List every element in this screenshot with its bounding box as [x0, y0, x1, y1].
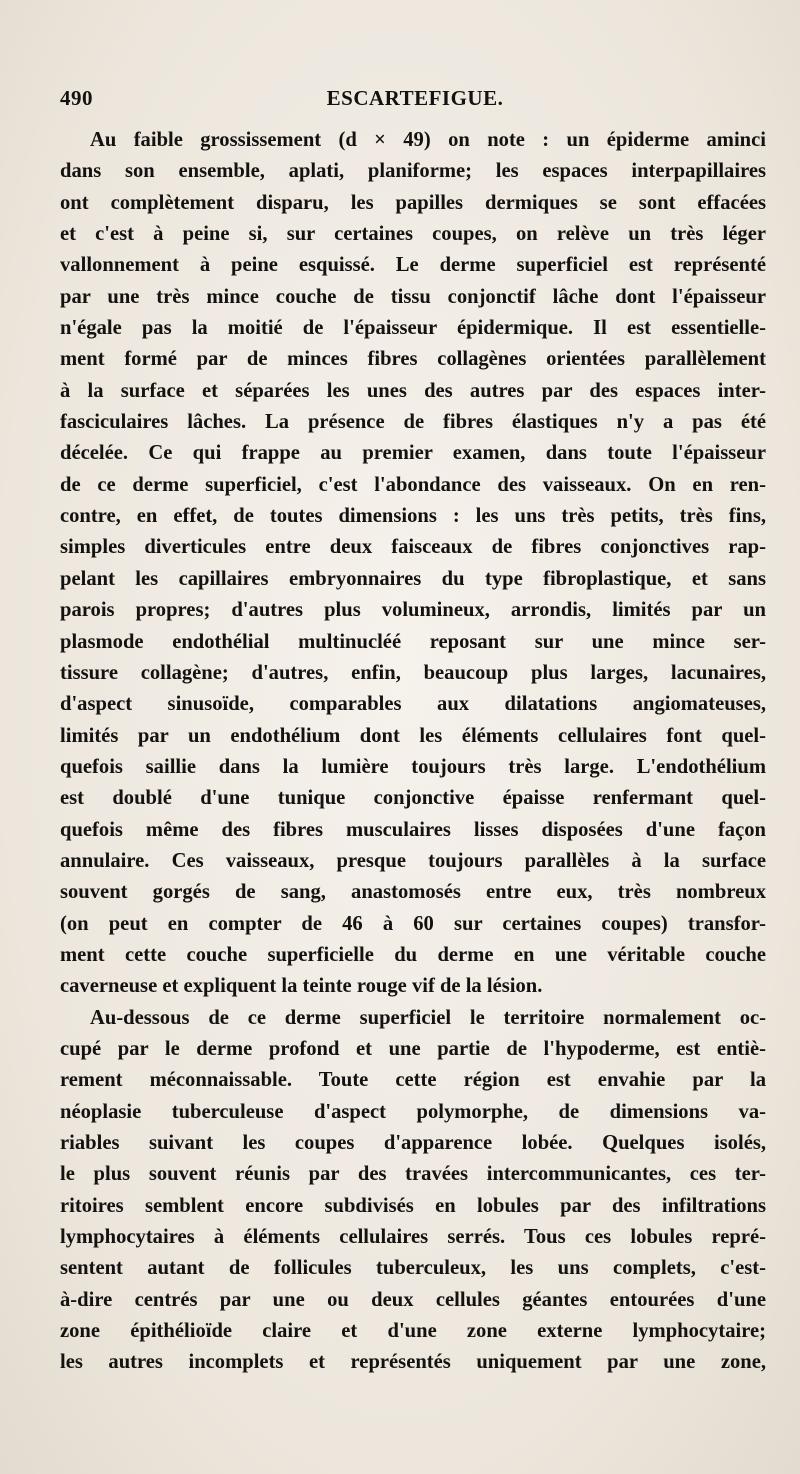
page-number: 490: [60, 86, 93, 110]
text-line: le plus souvent réunis par des travées intercommunicantes, ces ter-: [60, 1163, 766, 1186]
text-line: caverneuse et expliquent la teinte rouge vif de la lésion.: [60, 975, 543, 998]
text-line: à la surface et séparées les unes des autres par des espaces inter-: [60, 379, 766, 402]
text-line: sentent autant de follicules tuberculeux, les uns complets, c'est-: [60, 1257, 766, 1280]
text-line: n'égale pas la moitié de l'épaisseur épidermique. Il est essentielle-: [60, 317, 766, 340]
text-line: contre, en effet, de toutes dimensions : les uns très petits, très fins,: [60, 505, 766, 528]
text-line: Au faible grossissement (d × 49) on note : un épiderme aminci: [90, 129, 766, 151]
text-line: décelée. Ce qui frappe au premier examen, dans toute l'épaisseur: [60, 442, 766, 465]
text-line: fasciculaires lâches. La présence de fibres élastiques n'y a pas été: [60, 411, 766, 434]
text-line: zone épithélioïde claire et d'une zone externe lymphocytaire;: [60, 1320, 766, 1343]
text-line: ritoires semblent encore subdivisés en lobules par des infiltrations: [60, 1194, 766, 1217]
text-line: annulaire. Ces vaisseaux, presque toujours parallèles à la surface: [60, 849, 766, 872]
running-title: ESCARTEFIGUE.: [326, 86, 504, 110]
text-line: rement méconnaissable. Toute cette région est envahie par la: [60, 1069, 766, 1092]
text-line: limités par un endothélium dont les éléments cellulaires font quel-: [60, 724, 766, 747]
text-line: de ce derme superficiel, c'est l'abondance des vaisseaux. On en ren-: [60, 473, 766, 496]
text-line: dans son ensemble, aplati, planiforme; les espaces interpapillaires: [60, 160, 766, 183]
running-head: [60, 86, 766, 116]
text-line: ment cette couche superficielle du derme en une véritable couche: [60, 943, 766, 966]
text-line: quefois saillie dans la lumière toujours très large. L'endothélium: [60, 755, 766, 778]
text-line: par une très mince couche de tissu conjonctif lâche dont l'épaisseur: [60, 285, 766, 308]
text-line: pelant les capillaires embryonnaires du type fibroplastique, et sans: [60, 567, 766, 590]
text-line: (on peut en compter de 46 à 60 sur certaines coupes) transfor-: [60, 912, 766, 935]
text-line: plasmode endothélial multinucléé reposant sur une mince ser-: [60, 630, 766, 653]
text-line: ment formé par de minces fibres collagènes orientées parallèlement: [60, 348, 766, 371]
text-line: Au-dessous de ce derme superficiel le territoire normalement oc-: [90, 1006, 766, 1029]
text-line: lymphocytaires à éléments cellulaires serrés. Tous ces lobules repré-: [60, 1226, 766, 1249]
text-line: simples diverticules entre deux faisceaux de fibres conjonctives rap-: [60, 536, 766, 559]
text-line: les autres incomplets et représentés uniquement par une zone,: [60, 1351, 766, 1374]
text-line: et c'est à peine si, sur certaines coupes, on relève un très léger: [60, 223, 766, 246]
text-line: d'aspect sinusoïde, comparables aux dilatations angiomateuses,: [60, 693, 766, 716]
book-page: [60, 0, 766, 1474]
text-line: à-dire centrés par une ou deux cellules géantes entourées d'une: [60, 1288, 766, 1311]
text-line: néoplasie tuberculeuse d'aspect polymorphe, de dimensions va-: [60, 1100, 766, 1123]
text-line: quefois même des fibres musculaires lisses disposées d'une façon: [60, 818, 766, 841]
text-line: cupé par le derme profond et une partie de l'hypoderme, est entiè-: [60, 1037, 766, 1060]
text-line: parois propres; d'autres plus volumineux, arrondis, limités par un: [60, 599, 766, 622]
text-line: ont complètement disparu, les papilles dermiques se sont effacées: [60, 191, 766, 214]
text-line: souvent gorgés de sang, anastomosés entre eux, très nombreux: [60, 881, 766, 904]
text-line: est doublé d'une tunique conjonctive épaisse renfermant quel-: [60, 787, 766, 810]
text-line: riables suivant les coupes d'apparence lobée. Quelques isolés,: [60, 1132, 766, 1154]
text-line: vallonnement à peine esquissé. Le derme superficiel est représenté: [60, 254, 766, 277]
text-line: tissure collagène; d'autres, enfin, beaucoup plus larges, lacunaires,: [60, 661, 766, 684]
body-text: [60, 125, 766, 1379]
